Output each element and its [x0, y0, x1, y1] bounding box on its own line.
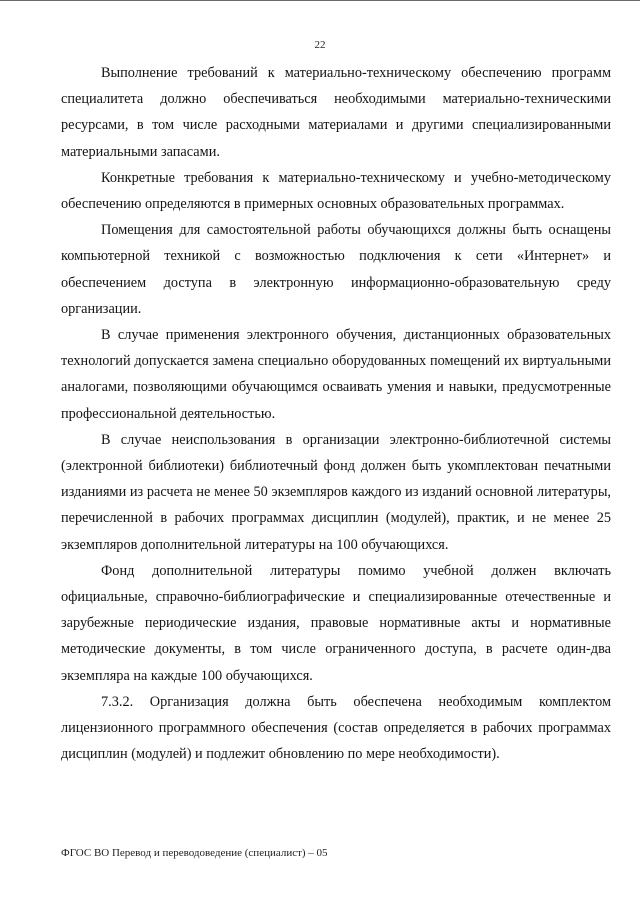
page-number: 22 [314, 39, 326, 51]
document-footer: ФГОС ВО Перевод и переводоведение (специалист) – 05 [61, 847, 328, 859]
paragraph-library-fund: В случае неиспользования в организации электронно-библиотечной системы (электронной библиотеки) библиотечный фонд должен быть укомплектован печатными изданиями из расчета не менее 50 экземпляров каждого из изданий основной литературы, перечисленной в рабочих программах дисциплин (модулей), практик, и не менее 25 экземпляров дополнительной литературы на 100 обучающихся. [61, 431, 611, 553]
body-text [61, 60, 611, 767]
paragraph-licensed-software: 7.3.2. Организация должна быть обеспечена необходимым комплектом лицензионного программного обеспечения (состав определяется в рабочих программах дисциплин (модулей) и подлежит обновлению по мере необходимости). [61, 693, 611, 763]
paragraph-e-learning: В случае применения электронного обучения, дистанционных образовательных технологий допускается замена специально оборудованных помещений их виртуальными аналогами, позволяющими обучающимся осваивать умения и навыки, предусмотренные профессиональной деятельностью. [61, 327, 611, 422]
paragraph-self-study-rooms: Помещения для самостоятельной работы обучающихся должны быть оснащены компьютерной техникой с возможностью подключения к сети «Интернет» и обеспечением доступа в электронную информационно-образовательную среду организации. [61, 222, 611, 317]
scan-top-edge [0, 0, 640, 1]
paragraph-logistics-requirements: Выполнение требований к материально-техническому обеспечению программ специалитета должно обеспечиваться необходимыми материально-техническими ресурсами, в том числе расходными материалами и другими специализированными материальными запасами. [61, 65, 611, 160]
paragraph-specific-requirements: Конкретные требования к материально-техническому и учебно-методическому обеспечению определяются в примерных основных образовательных программах. [61, 169, 611, 213]
paragraph-additional-literature: Фонд дополнительной литературы помимо учебной должен включать официальные, справочно-библиографические и специализированные отечественные и зарубежные периодические издания, правовые нормативные акты и нормативные методические документы, в том числе ограниченного доступа, в расчете один-два экземпляра на каждые 100 обучающихся. [61, 562, 611, 684]
